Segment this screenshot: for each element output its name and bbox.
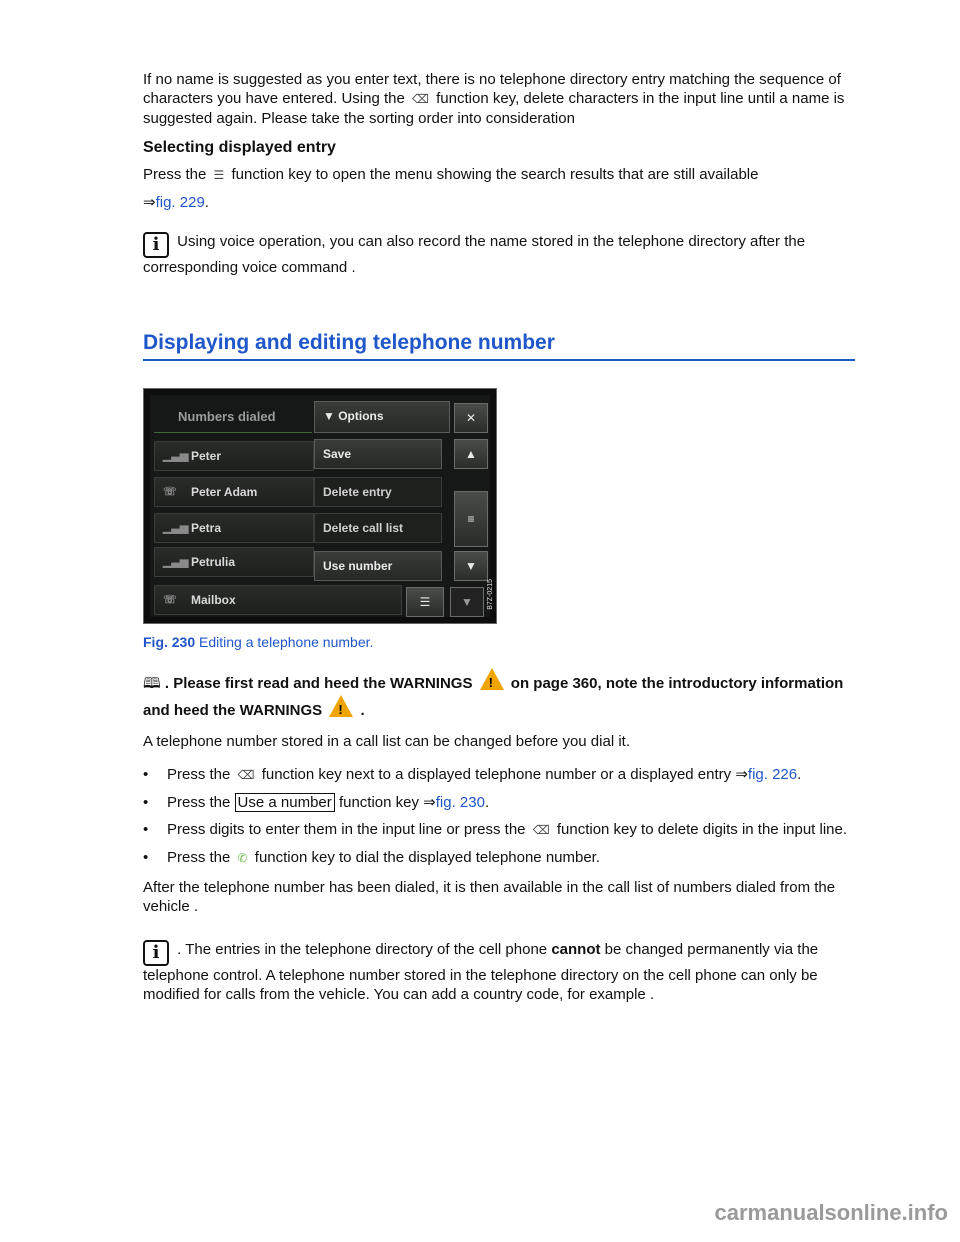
- phone-icon: ☏: [163, 486, 177, 498]
- menu-key-icon: ☰: [406, 587, 444, 617]
- phone-icon: ☏: [163, 594, 177, 606]
- warning-triangle-icon: !: [480, 668, 504, 690]
- menu-item-save: Save: [314, 439, 442, 469]
- scroll-down-disabled-icon: ▼: [450, 587, 484, 617]
- figure-screen: [143, 388, 497, 624]
- intro-text: [143, 70, 855, 277]
- menu-key-icon: ☰: [213, 168, 225, 182]
- scroll-down-icon: ▼: [454, 551, 488, 581]
- backspace-key-icon: ⌫: [237, 768, 255, 782]
- intro-paragraph: If no name is suggested as you enter text, there is no telephone directory entry matching the sequence of characters you have entered. Using the ⌫ function key, delete characters in the input line until a name is suggested again. Please take the sorting order into consideration: [143, 71, 845, 127]
- step-1: • Press the ⌫ function key next to a displayed telephone number or a displayed entry ⇒fig. 226.: [143, 765, 855, 785]
- scroll-thumb-icon: ≡: [454, 491, 488, 547]
- contact-row: ▁▃▅ Peter: [154, 441, 314, 471]
- screen-inner: [150, 395, 490, 617]
- step-3: • Press digits to enter them in the input line or press the ⌫ function key to delete digits in the input line.: [143, 820, 855, 840]
- info-icon: i: [143, 940, 169, 966]
- figure-code: B7Z-0215: [487, 579, 494, 610]
- signal-icon: ▁▃▅: [163, 556, 189, 568]
- subheading: Selecting displayed entry: [143, 139, 336, 156]
- backspace-key-icon: ⌫: [412, 92, 429, 106]
- section-title: Displaying and editing telephone number: [143, 331, 855, 361]
- select-paragraph: Press the ☰ function key to open the menu showing the search results that are still available: [143, 166, 759, 183]
- note-2: i . The entries in the telephone directory of the cell phone cannot be changed permanently via the telephone control. A telephone number stored in the telephone directory on the cell phone can only be modified for calls from the vehicle. You can add a country code, for example .: [143, 941, 819, 1003]
- contact-row: ▁▃▅ Petra: [154, 513, 314, 543]
- step-4: • Press the ✆ function key to dial the displayed telephone number.: [143, 848, 855, 868]
- contact-row: ☏ Mailbox: [154, 585, 402, 615]
- warnings-paragraph: 🕮 . Please first read and heed the WARNINGS ! on page 360, note the introductory information and heed the WARNINGS ! .: [143, 668, 855, 722]
- figure-caption: Fig. 230 Editing a telephone number.: [143, 634, 374, 650]
- options-title: ▼ Options: [314, 401, 450, 433]
- step-2: • Press the Use a number function key ⇒fig. 230.: [143, 793, 855, 812]
- menu-item-delete-call-list: Delete call list: [314, 513, 442, 543]
- note-1: i Using voice operation, you can also record the name stored in the telephone directory after the corresponding voice command .: [143, 233, 806, 276]
- body-text: [143, 668, 855, 1004]
- contact-row: ▁▃▅ Petrulia: [154, 547, 314, 577]
- menu-item-delete-entry: Delete entry: [314, 477, 442, 507]
- after-paragraph: After the telephone number has been dialed, it is then available in the call list of numbers dialed from the vehicle .: [143, 879, 836, 915]
- contact-row: ☏ Peter Adam: [154, 477, 314, 507]
- link-fig-230[interactable]: fig. 230: [435, 794, 485, 811]
- lead-paragraph: A telephone number stored in a call list can be changed before you dial it.: [143, 733, 630, 750]
- link-fig-229[interactable]: fig. 229: [155, 194, 205, 211]
- link-fig-226[interactable]: fig. 226: [747, 766, 798, 783]
- fig-ref-229: ⇒fig. 229.: [143, 194, 209, 211]
- list-header: Numbers dialed: [154, 401, 312, 433]
- watermark: carmanualsonline.info: [714, 1200, 948, 1225]
- close-icon: ✕: [454, 403, 488, 433]
- signal-icon: ▁▃▅: [163, 522, 189, 534]
- scroll-up-icon: ▲: [454, 439, 488, 469]
- backspace-key-icon: ⌫: [532, 823, 550, 837]
- use-number-key-label: Use a number: [235, 793, 335, 812]
- open-book-icon: 🕮: [143, 675, 161, 692]
- menu-item-use-number: Use number: [314, 551, 442, 581]
- info-icon: i: [143, 232, 169, 258]
- signal-icon: ▁▃▅: [163, 450, 189, 462]
- phone-handset-icon: ✆: [237, 851, 248, 865]
- warning-triangle-icon: !: [329, 695, 353, 717]
